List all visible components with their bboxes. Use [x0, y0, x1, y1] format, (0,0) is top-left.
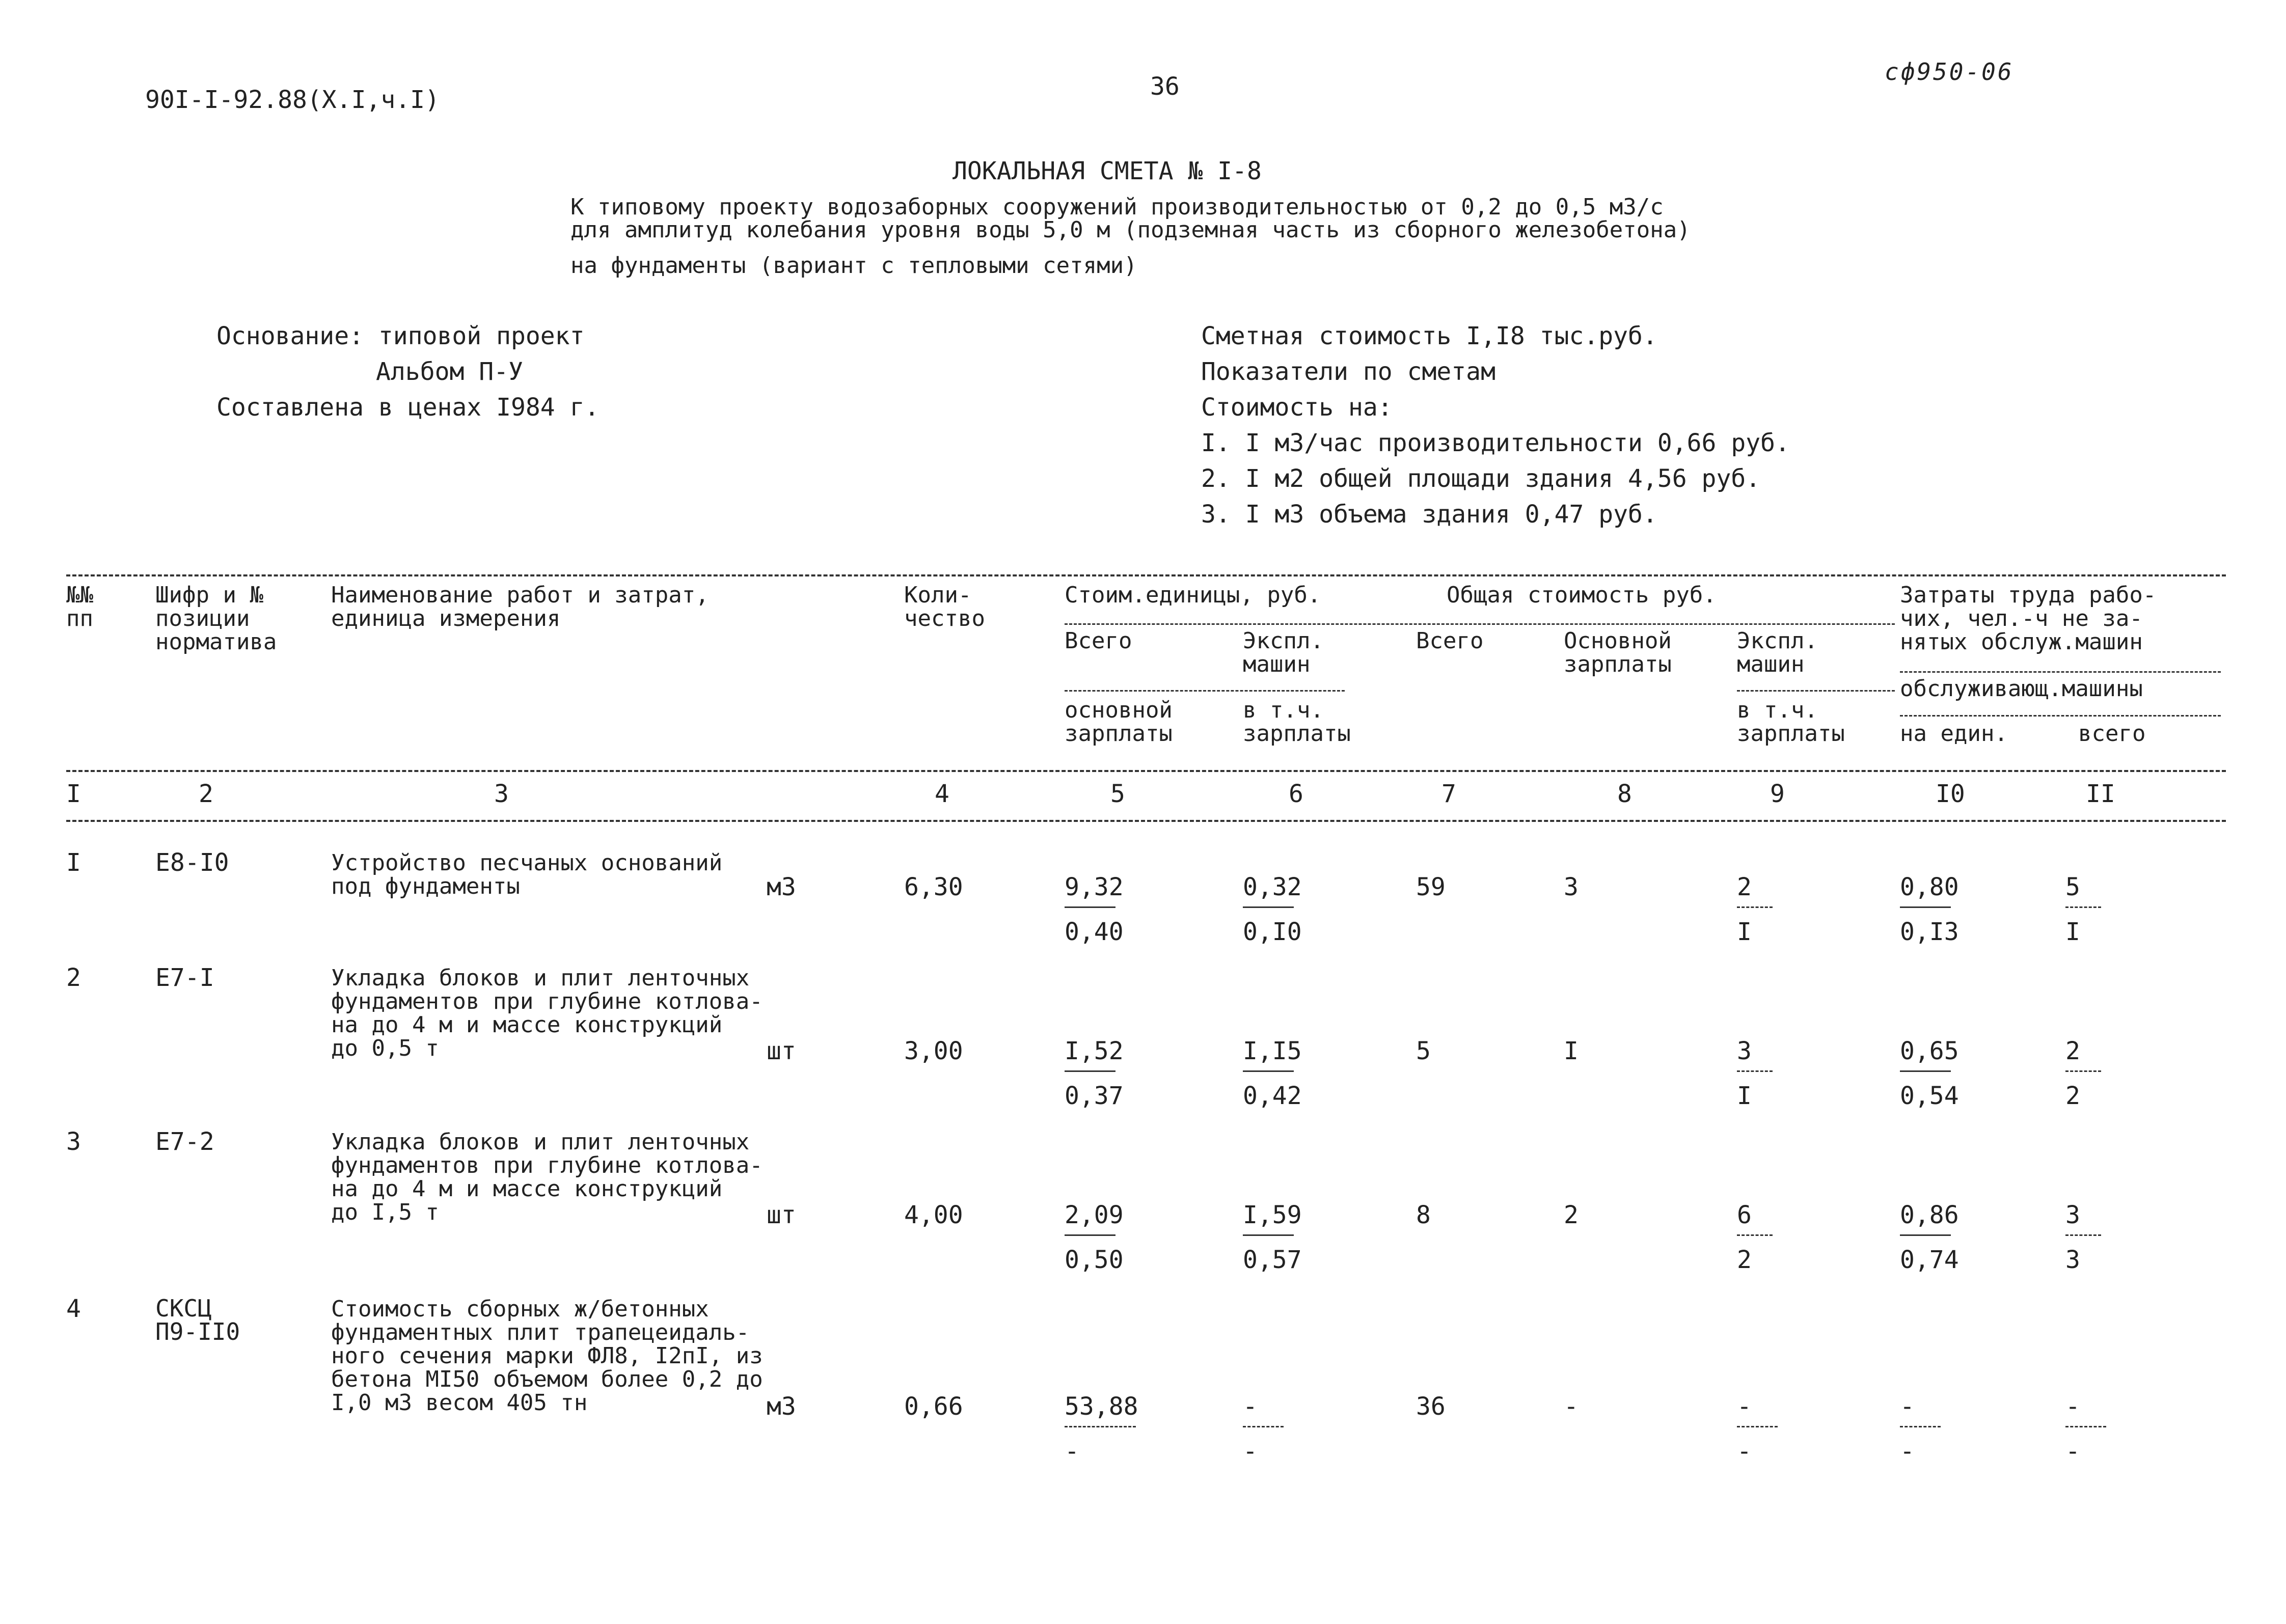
header-labor-machines: обслуживающ.машины	[1900, 676, 2143, 702]
fraction-line	[2065, 1234, 2101, 1236]
labor-total: 3	[2065, 1201, 2080, 1229]
column-numbers-rule	[66, 820, 2226, 822]
header-col-num: №№ пп	[66, 582, 93, 631]
total-machine-wage: I	[1737, 1082, 1752, 1110]
unit-machine-wage: 0,57	[1243, 1246, 1302, 1274]
labor-per-unit-machines: 0,I3	[1900, 918, 1959, 946]
total-basic-wage: -	[1564, 1392, 1579, 1421]
column-number: II	[2086, 780, 2115, 808]
total-basic-wage: I	[1564, 1037, 1579, 1065]
header-total-machines: Экспл. машин	[1737, 628, 1818, 677]
header-bottom-rule	[66, 770, 2226, 772]
unit-machine-wage: 0,I0	[1243, 918, 1302, 946]
basis-line-2: Альбом П-У	[376, 357, 523, 386]
labor-per-unit-machines: 0,54	[1900, 1082, 1959, 1110]
column-number: 5	[1110, 780, 1125, 808]
total-machine-wage: I	[1737, 918, 1752, 946]
total-machine-cost: 3	[1737, 1037, 1752, 1065]
header-col-code: Шифр и № позиции норматива	[155, 582, 277, 655]
unit-basic-wage: -	[1065, 1437, 1079, 1466]
group-header-rule	[1065, 623, 1895, 625]
fraction-line	[1065, 1234, 1115, 1236]
page-number: 36	[1150, 72, 1180, 101]
unit-machine-wage: -	[1243, 1437, 1258, 1466]
column-number: 7	[1441, 780, 1456, 808]
estimated-cost: Сметная стоимость I,I8 тыс.руб.	[1201, 322, 1657, 350]
labor-per-unit: 0,65	[1900, 1037, 1959, 1065]
title-line-1: К типовому проекту водозаборных сооружений производительностью от 0,2 до 0,5 м3/с	[570, 194, 1664, 220]
labor-subrule-2	[1900, 715, 2221, 717]
labor-per-unit: 0,86	[1900, 1201, 1959, 1229]
row-name: Укладка блоков и плит ленточных фундаментов при глубине котлова- на до 4 м и массе конструкций до I,5 т	[331, 1129, 763, 1225]
unit-total-cost: 53,88	[1065, 1392, 1138, 1421]
title-line-3: на фундаменты (вариант с тепловыми сетями)	[570, 253, 1137, 279]
basis-line-3: Составлена в ценах I984 г.	[216, 393, 600, 422]
total-machine-cost: 2	[1737, 873, 1752, 901]
title-line-2: для амплитуд колебания уровня воды 5,0 м (подземная часть из сборного железобетона)	[570, 217, 1691, 243]
fraction-line	[1737, 1234, 1773, 1236]
header-total-cost-group: Общая стоимость руб.	[1447, 582, 1717, 608]
labor-total: -	[2065, 1392, 2080, 1421]
unit-total-cost: 2,09	[1065, 1201, 1124, 1229]
header-col-name: Наименование работ и затрат, единица измерения	[331, 582, 709, 631]
total-machine-cost: -	[1737, 1392, 1752, 1421]
total-cost: 59	[1416, 873, 1446, 901]
unit-total-cost: I,52	[1065, 1037, 1124, 1065]
column-number: 2	[199, 780, 213, 808]
total-machines-subrule	[1737, 690, 1895, 692]
cost-on-label: Стоимость на:	[1201, 393, 1393, 422]
fraction-line	[1900, 1234, 1951, 1236]
fraction-line	[1900, 906, 1951, 908]
column-number: 9	[1770, 780, 1785, 808]
cost-item-2: 2. I м2 общей площади здания 4,56 руб.	[1201, 464, 1761, 493]
column-number: 4	[935, 780, 949, 808]
row-code: Е7-2	[155, 1127, 214, 1156]
total-cost: 5	[1416, 1037, 1431, 1065]
column-number: 8	[1617, 780, 1632, 808]
header-col-qty: Коли- чество	[904, 582, 985, 631]
fraction-line	[1900, 1070, 1951, 1072]
total-machine-wage: -	[1737, 1437, 1752, 1466]
header-total-incl-wage: в т.ч. зарплаты	[1737, 697, 1845, 747]
row-quantity: 3,00	[904, 1037, 963, 1065]
row-quantity: 6,30	[904, 873, 963, 901]
fraction-line	[1065, 1426, 1136, 1427]
unit-total-cost: 9,32	[1065, 873, 1124, 901]
row-name: Стоимость сборных ж/бетонных фундаментных плит трапецеидаль- ного сечения марки ФЛ8, I2пI, из бетона МI50 объемом более 0,2 до I,0 м3 весом 405 тн	[331, 1296, 763, 1416]
labor-total-machines: 3	[2065, 1246, 2080, 1274]
column-number: I	[66, 780, 81, 808]
row-number: 4	[66, 1295, 81, 1323]
labor-per-unit: 0,80	[1900, 873, 1959, 901]
unit-machine-cost: -	[1243, 1392, 1258, 1421]
unit-basic-wage: 0,40	[1065, 918, 1124, 946]
total-machine-wage: 2	[1737, 1246, 1752, 1274]
header-unit-machines: Экспл. машин	[1243, 628, 1324, 677]
fraction-line	[1243, 1070, 1294, 1072]
row-number: I	[66, 848, 81, 877]
labor-total: 5	[2065, 873, 2080, 901]
header-unit-cost-group: Стоим.единицы, руб.	[1065, 582, 1321, 608]
row-quantity: 4,00	[904, 1201, 963, 1229]
row-name: Укладка блоков и плит ленточных фундаментов при глубине котлова- на до 4 м и массе конструкций до 0,5 т	[331, 965, 763, 1061]
header-unit-incl-wage: в т.ч. зарплаты	[1243, 697, 1351, 747]
fraction-line	[1737, 906, 1773, 908]
fraction-line	[2065, 1426, 2106, 1427]
row-number: 2	[66, 964, 81, 992]
labor-per-unit: -	[1900, 1392, 1915, 1421]
unit-machine-wage: 0,42	[1243, 1082, 1302, 1110]
unit-machine-cost: 0,32	[1243, 873, 1302, 901]
fraction-line	[2065, 1070, 2101, 1072]
cost-item-3: 3. I м3 объема здания 0,47 руб.	[1201, 500, 1657, 529]
row-quantity: 0,66	[904, 1392, 963, 1421]
unit-cost-subrule	[1065, 690, 1345, 692]
column-number: 6	[1289, 780, 1303, 808]
fraction-line	[1243, 1426, 1284, 1427]
table-top-rule	[66, 574, 2226, 576]
header-total-all: Всего	[1416, 628, 1484, 654]
unit-machine-cost: I,59	[1243, 1201, 1302, 1229]
estimate-title: ЛОКАЛЬНАЯ СМЕТА № I-8	[953, 157, 1262, 185]
header-labor-per-unit: на един.	[1900, 721, 2008, 747]
row-number: 3	[66, 1127, 81, 1156]
fraction-line	[1243, 906, 1294, 908]
column-number: 3	[494, 780, 509, 808]
column-number: I0	[1936, 780, 1965, 808]
fraction-line	[1900, 1426, 1941, 1427]
labor-per-unit-machines: 0,74	[1900, 1246, 1959, 1274]
header-total-basic-wage: Основной зарплаты	[1564, 628, 1672, 677]
header-labor-group: Затраты труда рабо- чих, чел.-ч не за- нятых обслуж.машин	[1900, 582, 2157, 655]
fraction-line	[1737, 1070, 1773, 1072]
header-unit-basic-wage: основной зарплаты	[1065, 697, 1173, 747]
fraction-line	[1737, 1426, 1778, 1427]
header-unit-total: Всего	[1065, 628, 1132, 654]
labor-per-unit-machines: -	[1900, 1437, 1915, 1466]
cost-item-1: I. I м3/час производительности 0,66 руб.	[1201, 429, 1790, 457]
unit-basic-wage: 0,50	[1065, 1246, 1124, 1274]
corner-mark: сф950-06	[1885, 58, 2014, 86]
fraction-line	[1065, 906, 1115, 908]
total-cost: 36	[1416, 1392, 1446, 1421]
row-unit: м3	[767, 873, 796, 901]
row-code: Е8-I0	[155, 848, 229, 877]
header-labor-total: всего	[2078, 721, 2146, 747]
total-basic-wage: 2	[1564, 1201, 1579, 1229]
row-name: Устройство песчаных оснований под фундаменты	[331, 850, 723, 899]
row-unit: шт	[767, 1037, 796, 1065]
labor-subrule-1	[1900, 671, 2221, 673]
unit-basic-wage: 0,37	[1065, 1082, 1124, 1110]
row-unit: шт	[767, 1201, 796, 1229]
row-unit: м3	[767, 1392, 796, 1421]
labor-total: 2	[2065, 1037, 2080, 1065]
row-code: Е7-I	[155, 964, 214, 992]
fraction-line	[2065, 906, 2101, 908]
document-code: 90I-I-92.88(X.I,ч.I)	[145, 86, 440, 114]
row-code: СКСЦ П9-II0	[155, 1295, 240, 1345]
total-machine-cost: 6	[1737, 1201, 1752, 1229]
fraction-line	[1065, 1070, 1115, 1072]
labor-total-machines: -	[2065, 1437, 2080, 1466]
indicators-title: Показатели по сметам	[1201, 357, 1495, 386]
labor-total-machines: 2	[2065, 1082, 2080, 1110]
labor-total-machines: I	[2065, 918, 2080, 946]
fraction-line	[1243, 1234, 1294, 1236]
unit-machine-cost: I,I5	[1243, 1037, 1302, 1065]
basis-line-1: Основание: типовой проект	[216, 322, 585, 350]
total-cost: 8	[1416, 1201, 1431, 1229]
total-basic-wage: 3	[1564, 873, 1579, 901]
